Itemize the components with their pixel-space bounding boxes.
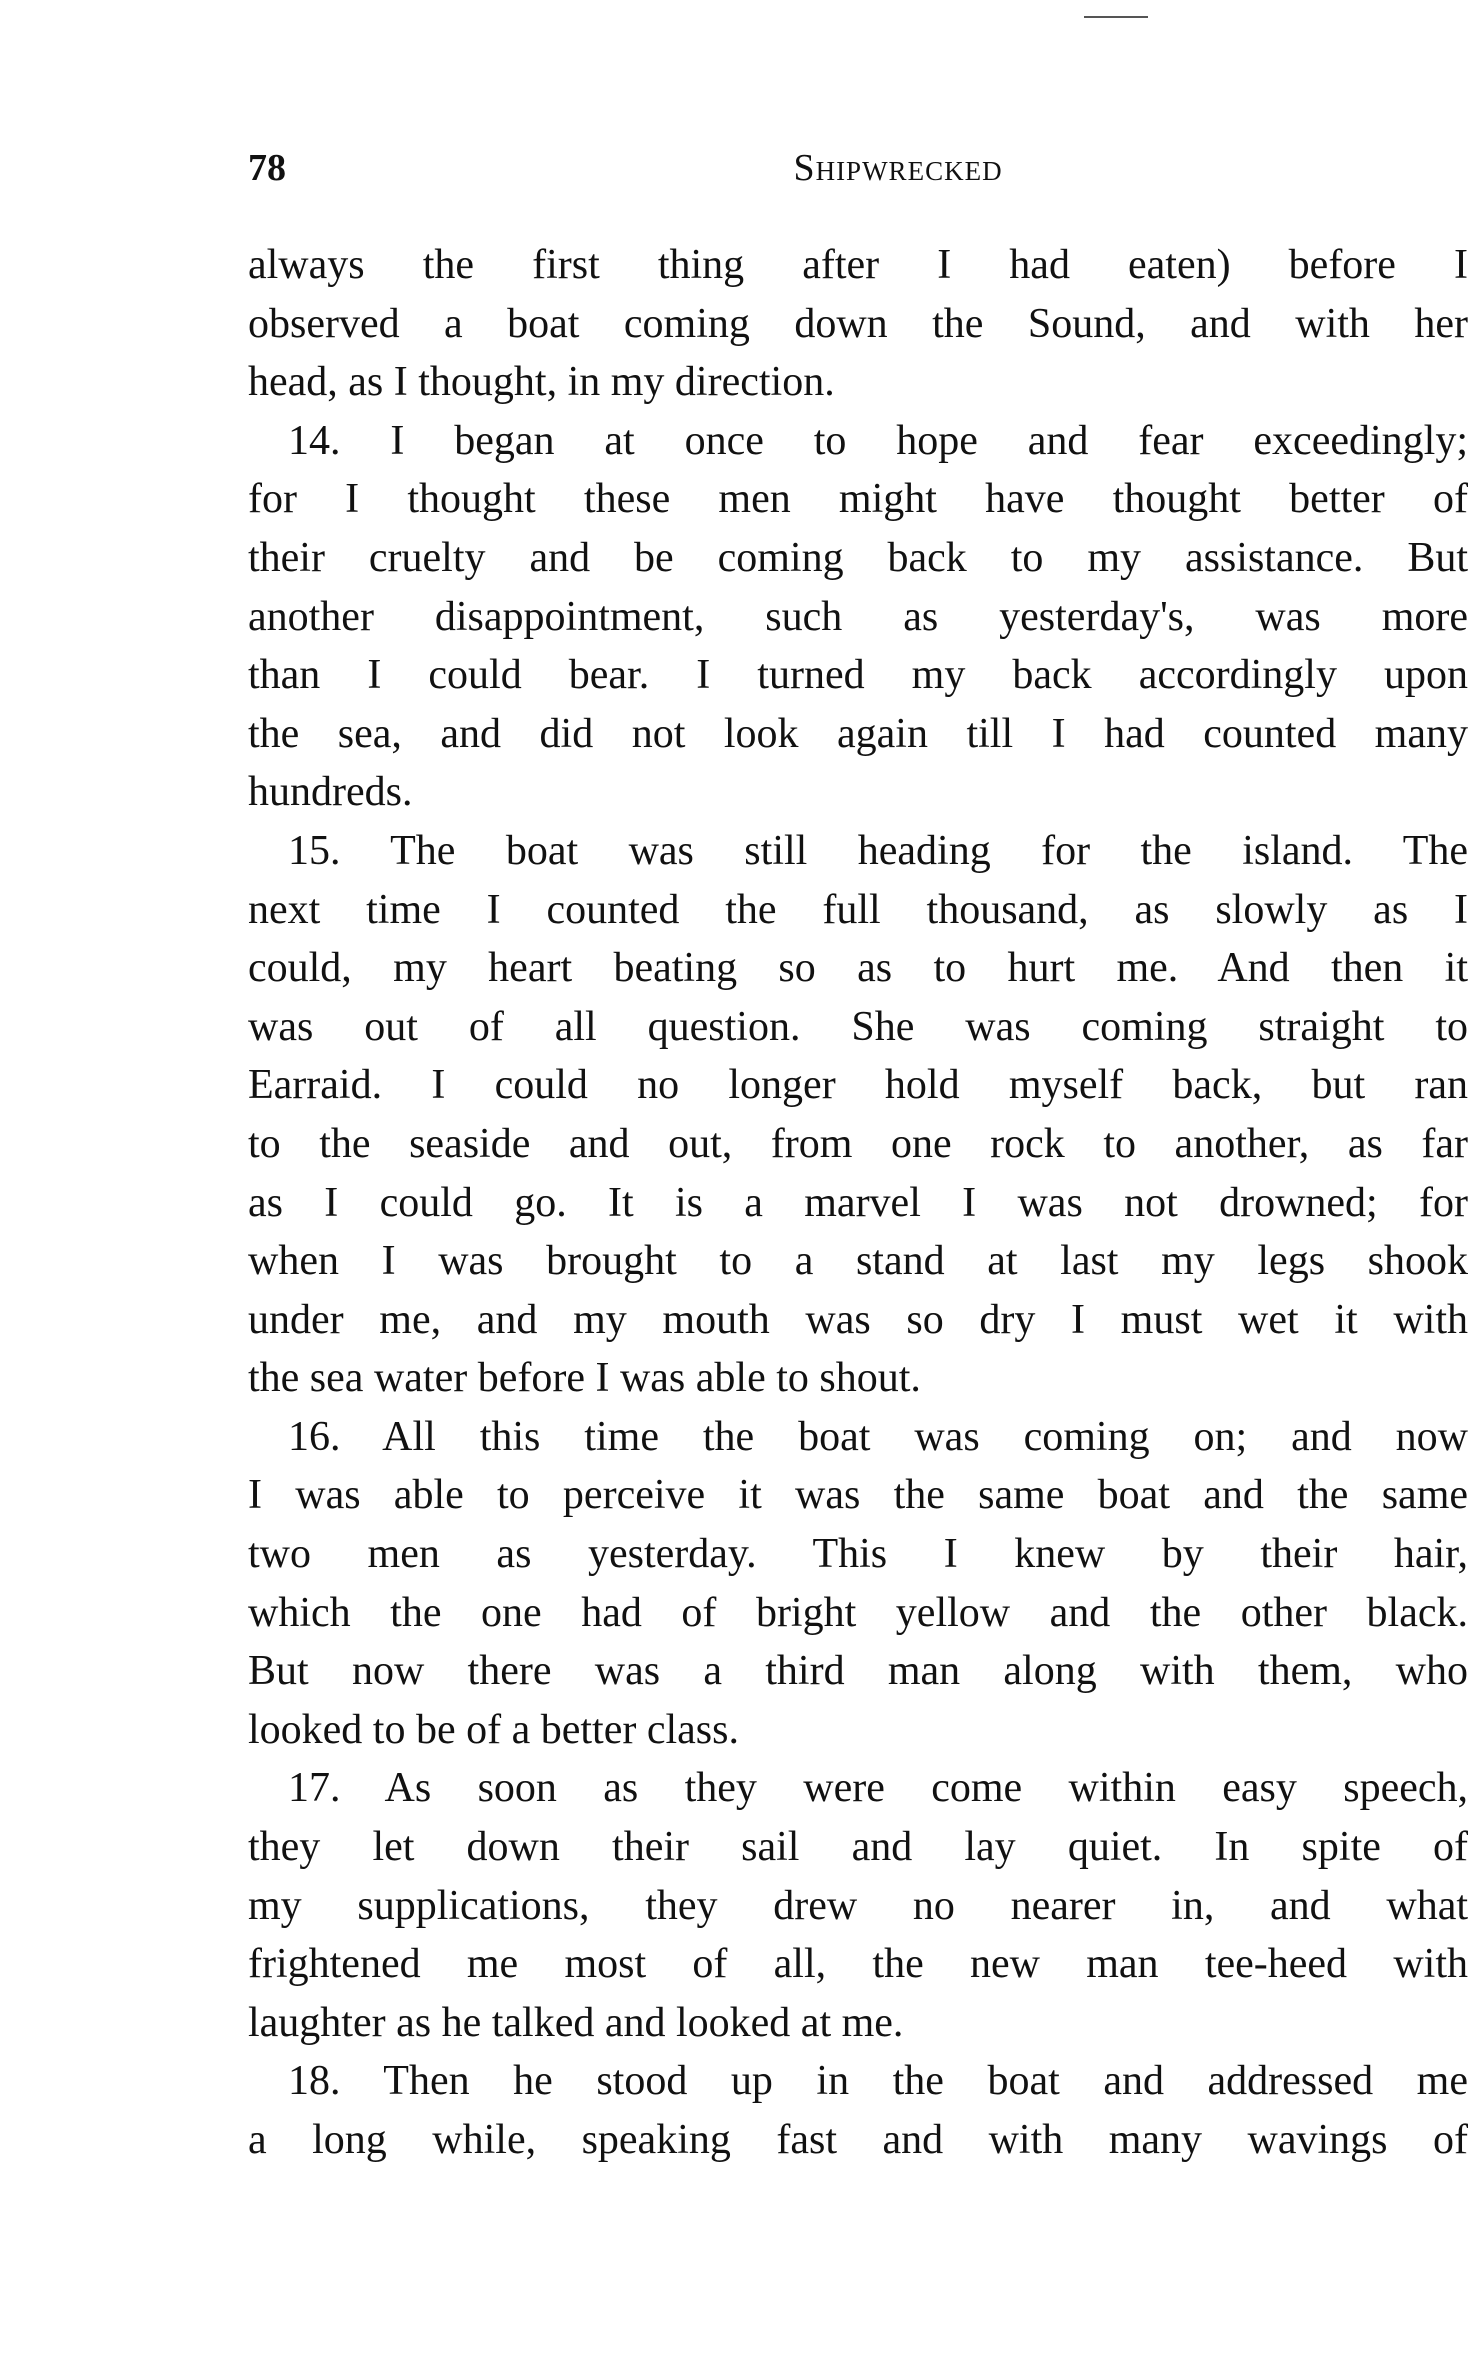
- text-line: their cruelty and be coming back to my assistance. But: [248, 534, 1468, 581]
- top-rule: [1084, 16, 1148, 18]
- text-line: they let down their sail and lay quiet. In spite of: [248, 1824, 1468, 1871]
- text-line: two men as yesterday. This I knew by their hair,: [248, 1531, 1468, 1578]
- text-line: as I could go. It is a marvel I was not drowned; for: [248, 1179, 1468, 1226]
- paragraph-14-start: 14. I began at once to hope and fear exceedingly;: [288, 417, 1468, 464]
- text-line: the sea water before I was able to shout.: [248, 1355, 921, 1402]
- text-line: next time I counted the full thousand, as slowly as I: [248, 886, 1468, 933]
- text-line: I was able to perceive it was the same boat and the same: [248, 1472, 1468, 1519]
- text-line: was out of all question. She was coming straight to: [248, 1003, 1468, 1050]
- text-line: when I was brought to a stand at last my legs shook: [248, 1238, 1468, 1285]
- paragraph-15-start: 15. The boat was still heading for the island. The: [288, 827, 1468, 874]
- text-line: laughter as he talked and looked at me.: [248, 1999, 904, 2046]
- text-line: observed a boat coming down the Sound, and with her: [248, 300, 1468, 347]
- text-line: another disappointment, such as yesterday's, was more: [248, 593, 1468, 640]
- text-line: than I could bear. I turned my back accordingly upon: [248, 652, 1468, 699]
- text-line: looked to be of a better class.: [248, 1706, 739, 1753]
- text-line: a long while, speaking fast and with many wavings of: [248, 2117, 1468, 2163]
- text-line: hundreds.: [248, 769, 413, 816]
- text-line: to the seaside and out, from one rock to another, as far: [248, 1120, 1468, 1167]
- text-line: But now there was a third man along with them, who: [248, 1648, 1468, 1695]
- text-line: frightened me most of all, the new man tee-heed with: [248, 1941, 1468, 1988]
- text-line: for I thought these men might have thought better of: [248, 476, 1468, 523]
- paragraph-18-start: 18. Then he stood up in the boat and addressed me: [288, 2058, 1468, 2105]
- text-line: the sea, and did not look again till I had counted many: [248, 710, 1468, 757]
- page-header: [248, 138, 1468, 198]
- text-line: could, my heart beating so as to hurt me. And then it: [248, 945, 1468, 992]
- text-line: under me, and my mouth was so dry I must wet it with: [248, 1296, 1468, 1343]
- text-line: my supplications, they drew no nearer in, and what: [248, 1882, 1468, 1929]
- text-line: always the first thing after I had eaten) before I: [248, 242, 1468, 288]
- text-line: which the one had of bright yellow and the other black.: [248, 1589, 1468, 1636]
- text-line: head, as I thought, in my direction.: [248, 359, 835, 406]
- page-number: 78: [248, 147, 286, 189]
- running-head: Shipwrecked: [793, 147, 1003, 189]
- paragraph-17-start: 17. As soon as they were come within easy speech,: [288, 1765, 1468, 1812]
- text-line: Earraid. I could no longer hold myself back, but ran: [248, 1062, 1468, 1109]
- paragraph-16-start: 16. All this time the boat was coming on; and now: [288, 1413, 1468, 1460]
- body-text: [248, 236, 1468, 2196]
